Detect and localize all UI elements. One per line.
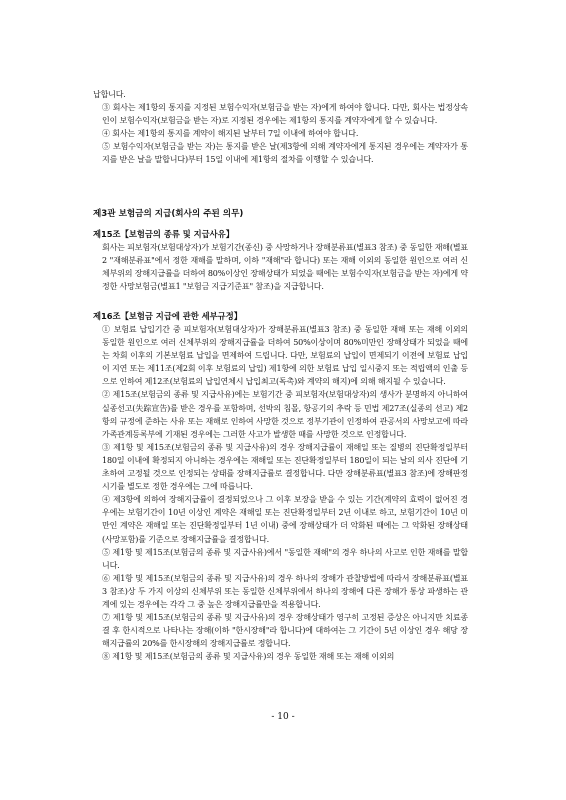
- clause-8: ⑧ 제1항 및 제15조(보험금의 종류 및 지급사유)의 경우 동일한 재해 또는 재해 이외의: [102, 652, 395, 662]
- clause-6: ⑥ 제1항 및 제15조(보험금의 종류 및 지급사유)의 경우 하나의 장해가 관찰방법에 따라서 장해분류표(별표3 참조)상 두 가지 이상의 신체부위 또는 동일한 신체부위에서 하나의 장해에 다른 장해가 통상 파생하는 관계에 있는 경우에는 각각 그 중 높은 장해지급률만을 적용합니다.: [102, 573, 468, 609]
- section-heading: 제3관 보험금의 지급(회사의 주된 의무): [93, 209, 244, 219]
- continuation-text: 납합니다.: [93, 90, 126, 99]
- page-number: - 10 -: [271, 712, 295, 722]
- section-heading-block: [93, 208, 468, 221]
- clause-3: ③ 회사는 제1항의 통지를 지정된 보험수익자(보험금을 받는 자)에게 하여야 합니다. 다만, 회사는 법정상속인이 보험수익자(보험금을 받는 자)로 지정된 경우에는 제1항의 통지를 계약자에게 할 수 있습니다.: [102, 103, 468, 126]
- article-16: [93, 310, 468, 663]
- article-15-body: 회사는 피보험자(보험대상자)가 보험기간(종신) 중 사망하거나 장해분류표(별표3 참조) 중 동일한 재해(별표2 "재해분류표"에서 정한 재해를 말하며, 이하 "재해"라 합니다) 또는 재해 이외의 동일한 원인으로 여러 신체부위의 장해지급률을 더하여 80%이상인 장해상태가 되었을 때에는 보험수익자(보험금을 받는 자)에게 약정한 사망보험금(별표1 "보험금 지급기준표" 참조)을 지급합니다.: [102, 243, 468, 292]
- clause-3: ③ 제1항 및 제15조(보험금의 종류 및 지급사유)의 경우 장해지급률이 재해일 또는 질병의 진단확정일부터 180일 이내에 확정되지 아니하는 경우에는 재해일 또는 진단확정일부터 180일이 되는 날의 의사 진단에 기초하여 고정될 것으로 인정되는 상태를 장해지급률로 결정합니다. 다만 장해분류표(별표3 참조)에 장해판정시기를 별도로 정한 경우에는 그에 따릅니다.: [102, 442, 468, 492]
- clause-2: ② 제15조(보험금의 종류 및 지급사유)에는 보험기간 중 피보험자(보험대상자)의 생사가 분명하지 아니하여 실종선고(失踪宣告)를 받은 경우를 포함하며, 선박의 침몰, 항공기의 추락 등 민법 제27조(실종의 선고) 제2항의 규정에 준하는 사유 또는 재해로 인하여 사망한 것으로 정부기관이 인정하여 관공서의 사망보고에 따라 가족관계등록부에 기재된 경우에는 그러한 사고가 발생한 때를 사망한 것으로 인정합니다.: [102, 390, 468, 439]
- clause-5: ⑤ 보험수익자(보험금을 받는 자)는 통지를 받은 날(제3항에 의해 계약자에게 통지된 경우에는 계약자가 통지를 받은 날을 말합니다)부터 15일 이내에 제1항의 절차를 이행할 수 있습니다.: [102, 142, 468, 165]
- clause-7: ⑦ 제1항 및 제15조(보험금의 종류 및 지급사유)의 경우 장해상태가 영구히 고정된 증상은 아니지만 치료종결 후 한시적으로 나타나는 장해(이하 "한시장해"라 합니다)에 대하여는 그 기간이 5년 이상인 경우 해당 장해지급률의 20%를 한시장해의 장해지급률로 정합니다.: [102, 613, 468, 649]
- article-16-title: 제16조【보험금 지급에 관한 세부규정】: [93, 311, 243, 321]
- preceding-article-continuation: [93, 88, 468, 167]
- clause-4: ④ 회사는 제1항의 통지를 계약이 해지된 날부터 7일 이내에 하여야 합니다.: [102, 129, 359, 139]
- article-15-title: 제15조【보험금의 종류 및 지급사유】: [93, 229, 234, 239]
- clause-5: ⑤ 제1항 및 제15조(보험금의 종류 및 지급사유)에서 "동일한 재해"의 경우 하나의 사고로 인한 재해를 말합니다.: [102, 547, 468, 570]
- clause-4: ④ 제3항에 의하여 장해지급률이 결정되었으나 그 이후 보장을 받을 수 있는 기간(계약의 효력이 없어진 경우에는 보험기간이 10년 이상인 계약은 재해일 또는 진단확정일부터 2년 이내로 하고, 보험기간이 10년 미만인 계약은 재해일 또는 진단확정일부터 1년 이내) 중에 장해상태가 더 악화된 때에는 그 악화된 장해상태(사망포함)를 기준으로 장해지급률을 결정합니다.: [102, 495, 468, 544]
- article-15: [93, 228, 468, 293]
- clause-1: ① 보험료 납입기간 중 피보험자(보험대상자)가 장해분류표(별표3 참조) 중 동일한 재해 또는 재해 이외의 동일한 원인으로 여러 신체부위의 장해지급률을 더하여 50%이상이며 80%미만인 장해상태가 되었을 때에는 차회 이후의 기본보험료 납입을 면제하여 드립니다. 다만, 보험료의 납입이 면제되기 이전에 보험료 납입이 지연 또는 제11조(제2회 이후 보험료의 납입) 제1항에 의한 보험료 납입 일시중지 또는 적립액의 인출 등으로 인하여 제12조(보험료의 납입연체시 납입최고(독촉)와 계약의 해지)에 의해 해지될 수 있습니다.: [102, 325, 468, 387]
